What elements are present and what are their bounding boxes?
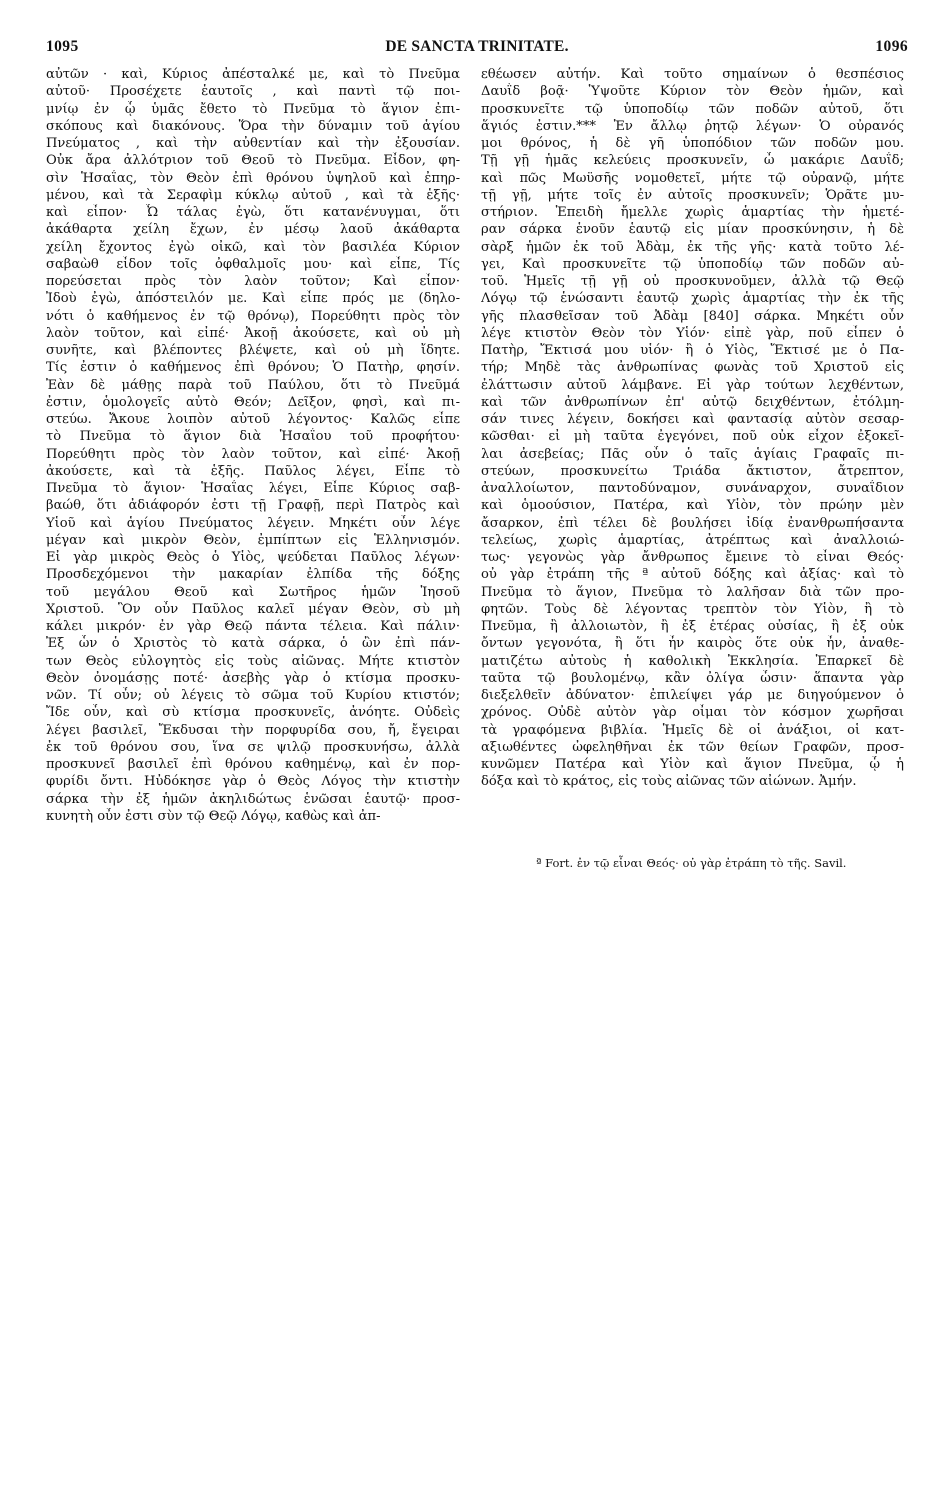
running-title: DE SANCTA TRINITATE.	[385, 38, 569, 55]
text-line: γει, Καὶ προσκυνεῖτε τῷ ὑποποδίῳ τῶν ποδῶν αὐ-	[481, 256, 904, 272]
text-line: κυνῶμεν Πατέρα καὶ Υἱὸν καὶ ἅγιον Πνεῦμα, ᾧ ἡ	[481, 757, 904, 772]
text-line: χείλη ἔχοντος ἐγὼ οἰκῶ, καὶ τὸν βασιλέα Κύριον	[46, 239, 460, 255]
text-line: τῇ γῇ, μήτε τοῖς ἐν αὐτοῖς προσκυνεῖν; Ὁρᾶτε μυ-	[481, 187, 904, 203]
text-line: δόξα καὶ τὸ κράτος, εἰς τοὺς αἰῶνας τῶν αἰώνων. Ἀμήν.	[481, 774, 857, 790]
text-line: αὐτοῦ· Προσέχετε ἑαυτοῖς , καὶ παντὶ τῷ ποι-	[46, 84, 460, 100]
text-line: διεξελθεῖν ἀδύνατον· ἐπιλείψει γάρ με διηγούμενον ὁ	[481, 688, 904, 703]
text-line: ἅγιός ἐστιν.*** Ἐν ἄλλῳ ῥητῷ λέγων· Ὁ οὐρανός	[481, 118, 904, 134]
text-line: Οὐκ ἄρα ἀλλότριον τοῦ Θεοῦ τὸ Πνεῦμα. Εἶδον, φη-	[46, 153, 460, 169]
text-line: σὶν Ἡσαΐας, τὸν Θεὸν ἐπὶ θρόνου ὑψηλοῦ καὶ ἐπηρ-	[46, 170, 460, 186]
text-line: ἀκάθαρτα χείλη ἔχων, ἐν μέσῳ λαοῦ ἀκάθαρτα	[46, 222, 460, 238]
text-line: λαι ἀσεβείας; Πᾶς οὖν ὁ ταῖς ἁγίαις Γραφαῖς πι-	[481, 446, 904, 462]
running-header	[46, 38, 908, 56]
text-line: Πορεύθητι πρὸς τὸν λαὸν τοῦτον, καὶ εἰπέ· Ἀκοῇ	[46, 446, 460, 462]
text-line: Ἐὰν δὲ μάθῃς παρὰ τοῦ Παύλου, ὅτι τὸ Πνεῦμά	[46, 377, 460, 393]
text-line: φυρίδι ὄντι. Ηὐδόκησε γὰρ ὁ Θεὸς Λόγος τὴν κτιστὴν	[46, 774, 460, 790]
text-line: των Θεὸς εὐλογητὸς εἰς τοὺς αἰῶνας. Μήτε κτιστὸν	[46, 653, 460, 669]
text-line: κῶσθαι· εἰ μὴ ταῦτα ἐγεγόνει, ποῦ οὐκ εἶχον ἐξοκεῖ-	[481, 429, 904, 445]
text-line: κυνητὴ οὖν ἐστι σὺν τῷ Θεῷ Λόγῳ, καθὼς καὶ ἀπ-	[46, 808, 381, 824]
text-line: προσκυνεῖτε τῷ ὑποποδίῳ τῶν ποδῶν αὐτοῦ, ὅτι	[481, 101, 904, 117]
text-line: Ἐξ ὧν ὁ Χριστὸς τὸ κατὰ σάρκα, ὁ ὢν ἐπὶ πάν-	[46, 636, 460, 652]
text-line: κάλει μικρόν· ἐν γὰρ Θεῷ πάντα τέλεια. Καὶ πάλιν·	[46, 619, 460, 634]
text-line: μοι θρόνος, ἡ δὲ γῆ ὑποπόδιον τῶν ποδῶν μου.	[481, 136, 904, 151]
text-line: οὐ γὰρ ἐτράπη τῆς ª αὐτοῦ δόξης καὶ ἀξίας· καὶ τὸ	[481, 567, 904, 583]
text-line: Πατὴρ, Ἔκτισά μου υἱόν· ἢ ὁ Υἱὸς, Ἔκτισέ με ὁ Πα-	[481, 343, 904, 358]
text-line: ἀκούσετε, καὶ τὰ ἑξῆς. Παῦλος λέγει, Εἶπε τὸ	[46, 463, 460, 479]
text-line: τελείως, χωρὶς ἁμαρτίας, ἀτρέπτως καὶ ἀναλλοιώ-	[481, 532, 904, 548]
text-line: καὶ εἶπον· Ὦ τάλας ἐγὼ, ὅτι κατανένυγμαι, ὅτι	[46, 205, 460, 220]
text-line: τήρ; Μηδὲ τὰς ἀνθρωπίνας φωνὰς τοῦ Χριστοῦ εἰς	[481, 360, 904, 376]
text-line: Δαυῒδ βοᾷ· Ὑψοῦτε Κύριον τὸν Θεὸν ἡμῶν, καὶ	[481, 84, 904, 100]
text-line: σάν τινες λέγειν, δοκήσει καὶ φαντασίᾳ αὐτὸν σεσαρ-	[481, 412, 904, 427]
page-number-left: 1095	[46, 38, 79, 55]
text-line: τὸ Πνεῦμα τὸ ἅγιον διὰ Ἡσαΐου τοῦ προφήτου·	[46, 429, 460, 445]
text-line: σκόπους καὶ διακόνους. Ὅρα τὴν δύναμιν τοῦ ἁγίου	[46, 118, 460, 134]
text-line: σὰρξ ἡμῶν ἐκ τοῦ Ἀδὰμ, ἐκ τῆς γῆς· κατὰ τοῦτο λέ-	[481, 239, 904, 255]
text-line: προσκυνεῖ βασιλεῖ ἐπὶ θρόνου καθημένῳ, καὶ ἐν πορ-	[46, 757, 460, 772]
text-line: Πνεῦμα, ἢ ἀλλοιωτὸν, ἢ ἐξ ἑτέρας οὐσίας, ἢ ἐξ οὐκ	[481, 619, 904, 634]
text-line: Ἴδε οὖν, καὶ σὺ κτίσμα προσκυνεῖς, ἀνόητε. Οὐδεὶς	[46, 705, 460, 721]
text-line: γῆς πλασθεῖσαν τοῦ Ἀδὰμ [840] σάρκα. Μηκέτι οὖν	[481, 308, 904, 324]
text-line: τὰ γραφόμενα βιβλία. Ἡμεῖς δὲ οἱ ἀνάξιοι, οἱ κατ-	[481, 722, 904, 738]
text-line: Λόγῳ τῷ ἑνώσαντι ἑαυτῷ χωρὶς ἁμαρτίας τὴν ἐκ τῆς	[481, 291, 904, 307]
text-line: ὄντων γεγονότα, ἢ ὅτι ἦν καιρὸς ὅτε οὐκ ἦν, ἀναθε-	[481, 636, 904, 652]
text-line: αὐτῶν · καὶ, Κύριος ἀπέσταλκέ με, καὶ τὸ Πνεῦμα	[46, 67, 460, 82]
text-line: Ἰδοὺ ἐγὼ, ἀπόστειλόν με. Καὶ εἶπε πρός με (δηλο-	[46, 291, 460, 307]
right-text-column	[481, 66, 904, 791]
page-number-right: 1096	[875, 38, 908, 55]
text-line: στεύω. Ἄκουε λοιπὸν αὐτοῦ λέγοντος· Καλῶς εἶπε	[46, 412, 460, 427]
text-line: φητῶν. Τοὺς δὲ λέγοντας τρεπτὸν τὸν Υἱὸν, ἢ τὸ	[481, 601, 904, 617]
text-line: στήριον. Ἐπειδὴ ἤμελλε χωρὶς ἁμαρτίας τὴν ἡμετέ-	[481, 205, 904, 220]
text-line: Πνεύματος , καὶ τὴν αὐθεντίαν καὶ τὴν ἐξουσίαν.	[46, 136, 460, 151]
text-line: βαώθ, ὅτι ἀδιάφορόν ἐστι τῇ Γραφῇ, περὶ Πατρὸς καὶ	[46, 498, 460, 514]
text-line: Πνεῦμα τὸ ἅγιον· Ἡσαΐας λέγει, Εἶπε Κύριος σαβ-	[46, 481, 460, 496]
text-line: καὶ τῶν ἀνθρωπίνων ἐπ' αὐτῷ δειχθέντων, ἐτόλμη-	[481, 394, 904, 410]
text-line: εθέωσεν αὐτήν. Καὶ τοῦτο σημαίνων ὁ θεσπέσιος	[481, 67, 904, 82]
text-line: μνίῳ ἐν ᾧ ὑμᾶς ἔθετο τὸ Πνεῦμα τὸ ἅγιον ἐπι-	[46, 101, 460, 117]
text-line: σάρκα τὴν ἐξ ἡμῶν ἀκηλιδώτως ἑνῶσαι ἑαυτῷ· προσ-	[46, 791, 460, 807]
text-line: ἀναλλοίωτον, παντοδύναμον, συνάναρχον, συναΐδιον	[481, 481, 904, 496]
text-line: τοῦ. Ἡμεῖς τῇ γῇ οὐ προσκυνοῦμεν, ἀλλὰ τῷ Θεῷ	[481, 274, 904, 289]
text-line: ραν σάρκα ἑνοῦν ἑαυτῷ εἰς μίαν προσκύνησιν, ἡ δὲ	[481, 222, 904, 238]
text-line: Πνεῦμα τὸ ἅγιον, Πνεῦμα τὸ λαλῆσαν διὰ τῶν προ-	[481, 584, 904, 600]
text-line: πορεύσεται πρὸς τὸν λαὸν τοῦτον; Καὶ εἶπον·	[46, 274, 460, 289]
text-line: συνῆτε, καὶ βλέποντες βλέψετε, καὶ οὐ μὴ ἴδητε.	[46, 343, 460, 358]
text-line: καὶ πῶς Μωϋσῆς νομοθετεῖ, μήτε τῷ οὐρανῷ, μήτε	[481, 170, 904, 186]
text-line: αξιωθέντες ὠφεληθῆναι ἐκ τῶν θείων Γραφῶν, προσ-	[481, 739, 904, 755]
text-line: ἐκ τοῦ θρόνου σου, ἵνα σε ψιλῷ προσκυνήσω, ἀλλὰ	[46, 739, 460, 755]
left-text-column	[46, 66, 460, 825]
text-line: Τῇ γῇ ἡμᾶς κελεύεις προσκυνεῖν, ὦ μακάριε Δαυΐδ;	[481, 153, 904, 169]
text-line: Προσδεχόμενοι τὴν μακαρίαν ἐλπίδα τῆς δόξης	[46, 567, 460, 583]
text-line: νότι ὁ καθήμενος ἐν τῷ θρόνῳ), Πορεύθητι πρὸς τὸν	[46, 308, 460, 324]
text-line: ταῦτα τῷ βουλομένῳ, κἂν ὀλίγα ὦσιν· ἅπαντα γὰρ	[481, 670, 904, 686]
footnote: ª Fort. ἐν τῷ εἶναι Θεός· οὐ γὰρ ἐτράπη τὸ τῆς. Savil.	[536, 856, 847, 870]
text-line: στεύων, προσκυνείτω Τριάδα ἄκτιστον, ἄτρεπτον,	[481, 463, 904, 479]
text-line: μέγαν καὶ μικρὸν Θεὸν, ἐμπίπτων εἰς Ἑλληνισμόν.	[46, 532, 460, 548]
text-line: Υἱοῦ καὶ ἁγίου Πνεύματος λέγειν. Μηκέτι οὖν λέγε	[46, 515, 460, 531]
text-line: ματιζέτω αὐτοὺς ἡ καθολικὴ Ἐκκλησία. Ἐπαρκεῖ δὲ	[481, 653, 904, 669]
text-line: Χριστοῦ. Ὃν οὖν Παῦλος καλεῖ μέγαν Θεὸν, σὺ μὴ	[46, 601, 460, 617]
text-line: ἐλάττωσιν αὐτοῦ λάμβανε. Εἰ γὰρ τούτων λεχθέντων,	[481, 377, 904, 393]
text-line: ἐστιν, ὁμολογεῖς αὐτὸ Θεόν; Δεῖξον, φησὶ, καὶ πι-	[46, 394, 460, 410]
text-line: Θεὸν ὀνομάσῃς ποτέ· ἀσεβὴς γὰρ ὁ κτίσμα προσκυ-	[46, 670, 460, 686]
text-line: τως· γεγονὼς γὰρ ἄνθρωπος ἔμεινε τὸ εἶναι Θεός·	[481, 550, 904, 565]
text-line: Τίς ἐστιν ὁ καθήμενος ἐπὶ θρόνου; Ὁ Πατὴρ, φησίν.	[46, 360, 460, 376]
text-line: λέγει βασιλεῖ, Ἔκδυσαι τὴν πορφυρίδα σου, ἤ, ἔγειραι	[46, 722, 460, 738]
text-line: τοῦ μεγάλου Θεοῦ καὶ Σωτῆρος ἡμῶν Ἰησοῦ	[46, 584, 460, 600]
text-line: σαβαὼθ εἶδον τοῖς ὀφθαλμοῖς μου· καὶ εἶπε, Τίς	[46, 256, 460, 272]
text-line: μένου, καὶ τὰ Σεραφὶμ κύκλῳ αὐτοῦ , καὶ τὰ ἑξῆς·	[46, 187, 460, 203]
text-line: λαὸν τοῦτον, καὶ εἰπέ· Ἀκοῇ ἀκούσετε, καὶ οὐ μὴ	[46, 325, 460, 341]
text-line: καὶ ὁμοούσιον, Πατέρα, καὶ Υἱὸν, τὸν πρώην μὲν	[481, 498, 904, 514]
text-line: νῶν. Τί οὖν; οὐ λέγεις τὸ σῶμα τοῦ Κυρίου κτιστόν;	[46, 688, 460, 703]
text-line: χρόνος. Οὐδὲ αὐτὸν γὰρ οἶμαι τὸν κόσμον χωρῆσαι	[481, 705, 904, 721]
text-line: Εἰ γὰρ μικρὸς Θεὸς ὁ Υἱὸς, ψεύδεται Παῦλος λέγων·	[46, 550, 460, 565]
text-line: ἄσαρκον, ἐπὶ τέλει δὲ βουλήσει ἰδίᾳ ἐνανθρωπήσαντα	[481, 515, 904, 531]
text-line: λέγε κτιστὸν Θεὸν τὸν Υἱόν· εἰπὲ γὰρ, ποῦ εἶπεν ὁ	[481, 325, 904, 341]
